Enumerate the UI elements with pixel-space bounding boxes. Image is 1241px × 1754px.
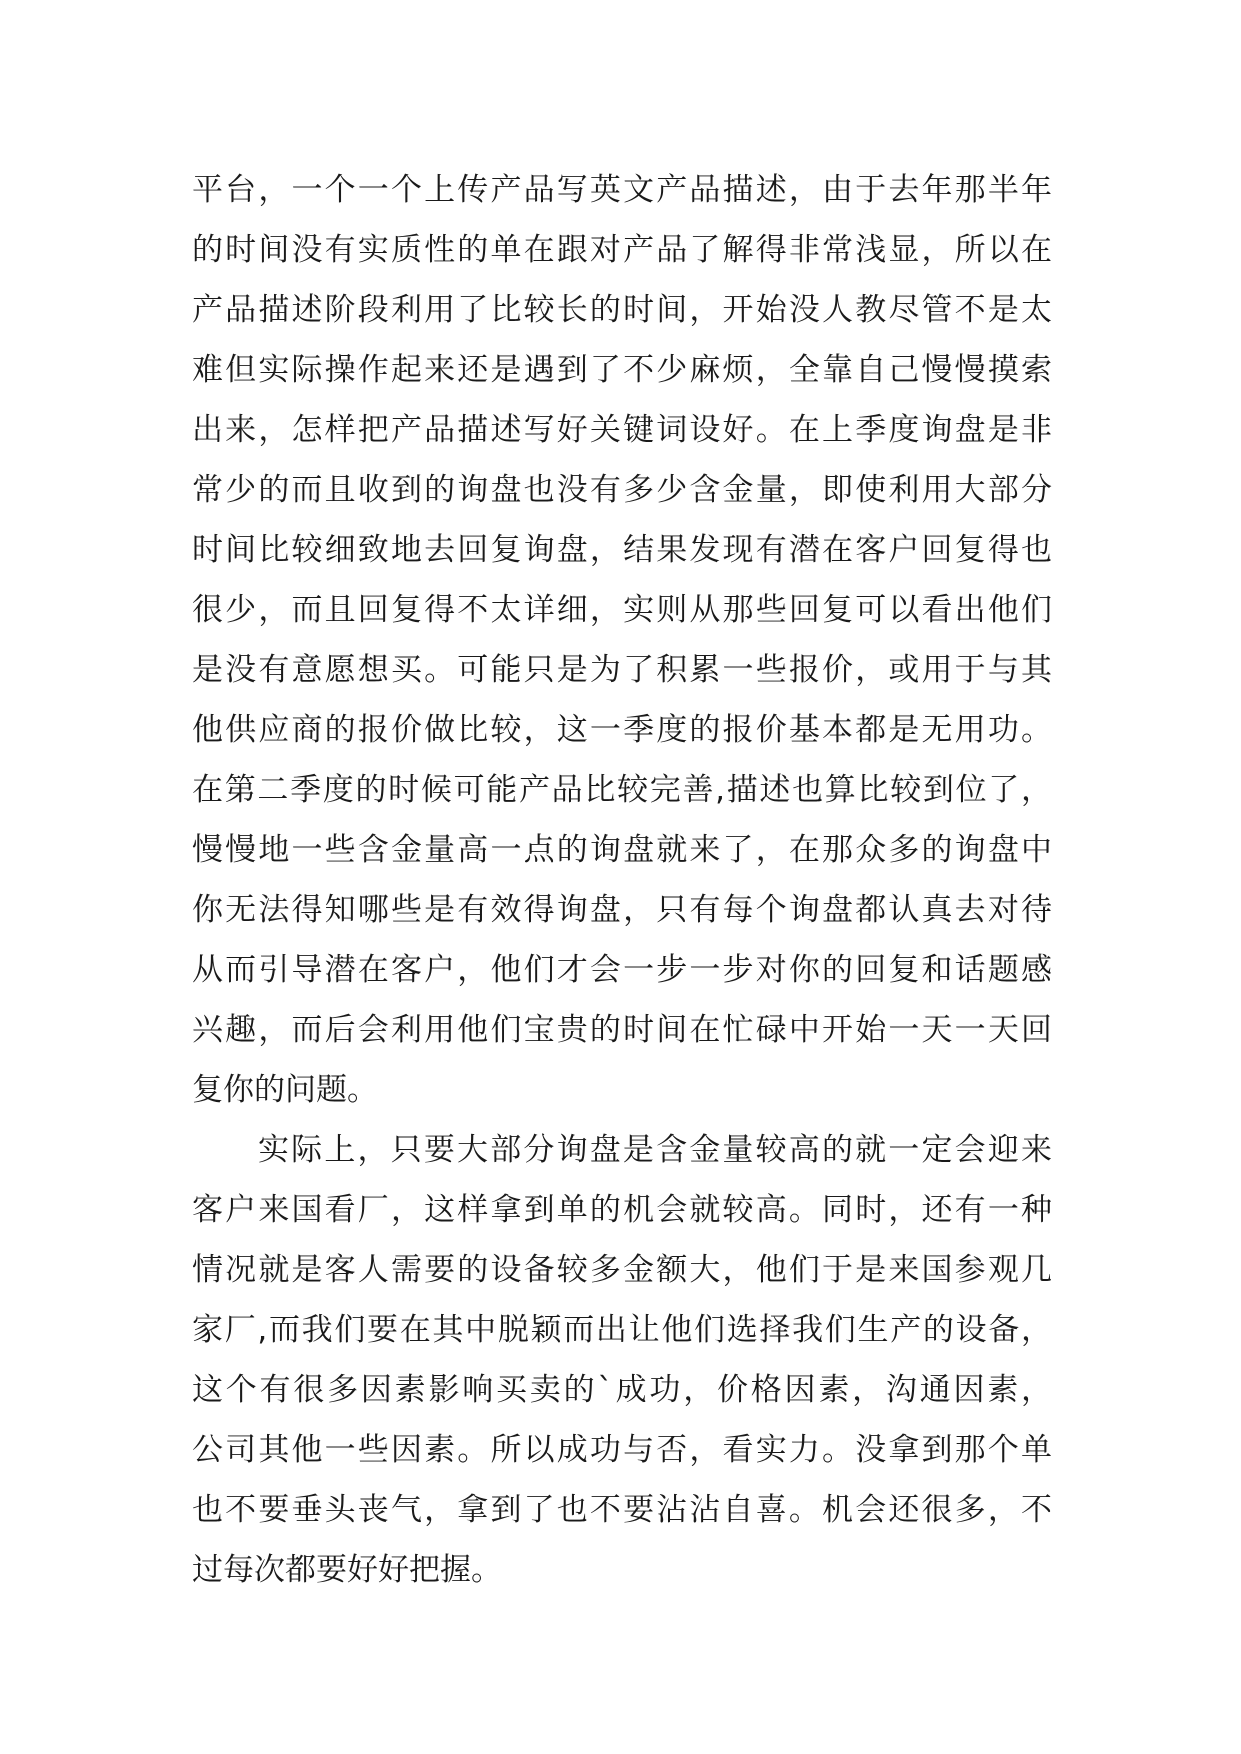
- text-line: 这个有很多因素影响买卖的`成功，价格因素，沟通因素，: [192, 1372, 1052, 1408]
- text-line: 也不要垂头丧气，拿到了也不要沾沾自喜。机会还很多，不: [192, 1492, 1052, 1528]
- text-line: 他供应商的报价做比较，这一季度的报价基本都是无用功。: [192, 712, 1052, 748]
- text-line: 你无法得知哪些是有效得询盘，只有每个询盘都认真去对待: [192, 892, 1052, 928]
- text-line: 慢慢地一些含金量高一点的询盘就来了，在那众多的询盘中: [192, 832, 1052, 868]
- text-line: 平台，一个一个上传产品写英文产品描述，由于去年那半年: [192, 172, 1052, 208]
- text-line: 从而引导潜在客户，他们才会一步一步对你的回复和话题感: [192, 952, 1052, 988]
- text-line: 复你的问题。: [192, 1072, 378, 1108]
- body-text: [192, 160, 1052, 1600]
- text-line: 常少的而且收到的询盘也没有多少含金量，即使利用大部分: [192, 472, 1052, 508]
- text-line: 情况就是客人需要的设备较多金额大，他们于是来国参观几: [192, 1252, 1052, 1288]
- text-line: 时间比较细致地去回复询盘，结果发现有潜在客户回复得也: [192, 532, 1052, 568]
- text-line: 实际上，只要大部分询盘是含金量较高的就一定会迎来: [258, 1132, 1052, 1168]
- text-line: 的时间没有实质性的单在跟对产品了解得非常浅显，所以在: [192, 232, 1052, 268]
- text-line: 家厂,而我们要在其中脱颖而出让他们选择我们生产的设备，: [192, 1312, 1052, 1348]
- text-line: 兴趣，而后会利用他们宝贵的时间在忙碌中开始一天一天回: [192, 1012, 1052, 1048]
- text-line: 很少，而且回复得不太详细，实则从那些回复可以看出他们: [192, 592, 1052, 628]
- text-line: 公司其他一些因素。所以成功与否，看实力。没拿到那个单: [192, 1432, 1052, 1468]
- text-line: 出来，怎样把产品描述写好关键词设好。在上季度询盘是非: [192, 412, 1052, 448]
- text-line: 过每次都要好好把握。: [192, 1552, 502, 1588]
- text-line: 客户来国看厂，这样拿到单的机会就较高。同时，还有一种: [192, 1192, 1052, 1228]
- text-line: 在第二季度的时候可能产品比较完善,描述也算比较到位了，: [192, 772, 1052, 808]
- text-line: 产品描述阶段利用了比较长的时间，开始没人教尽管不是太: [192, 292, 1052, 328]
- text-line: 是没有意愿想买。可能只是为了积累一些报价，或用于与其: [192, 652, 1052, 688]
- text-line: 难但实际操作起来还是遇到了不少麻烦，全靠自己慢慢摸索: [192, 352, 1052, 388]
